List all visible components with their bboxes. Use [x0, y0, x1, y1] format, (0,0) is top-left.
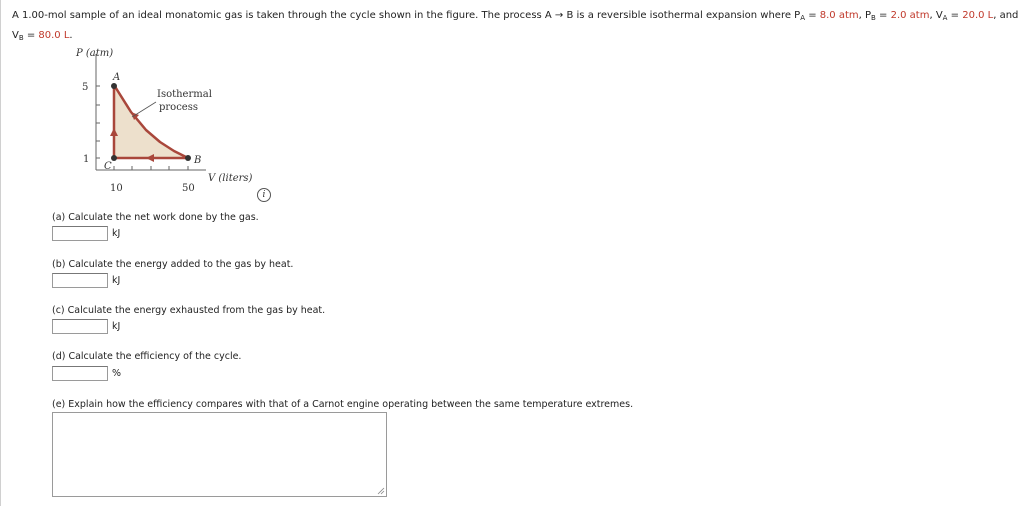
pb-equals: = [875, 10, 891, 21]
problem-statement [12, 7, 1022, 47]
answer-c-input[interactable] [52, 319, 108, 334]
vb-value: 80.0 L [38, 30, 70, 41]
vb-label: V [12, 30, 19, 41]
pb-label: , P [858, 10, 872, 21]
vb-equals: = [23, 30, 39, 41]
question-a-answer [52, 226, 120, 241]
pa-equals: = [805, 10, 820, 21]
answer-c-unit: kJ [112, 321, 121, 332]
x-axis-ticks [114, 166, 188, 170]
resize-handle-icon[interactable] [377, 487, 385, 495]
y-tick-5: 5 [82, 82, 89, 93]
question-d-label: (d) Calculate the efficiency of the cycle. [52, 351, 242, 362]
pb-subscript: B [871, 14, 876, 22]
left-border [0, 0, 1, 506]
question-e-label: (e) Explain how the efficiency compares with that of a Carnot engine operating between the same temperature extremes. [52, 399, 634, 410]
and-text: , and [993, 10, 1019, 21]
point-c-label: C [104, 161, 112, 172]
answer-a-input[interactable] [52, 226, 108, 241]
answer-a-unit: kJ [112, 228, 121, 239]
question-b-answer [52, 273, 120, 288]
va-label: , V [929, 10, 943, 21]
pa-subscript: A [800, 14, 806, 22]
question-c-answer [52, 319, 120, 334]
pa-value: 8.0 atm [819, 10, 859, 21]
question-b-label: (b) Calculate the energy added to the gas by heat. [52, 259, 294, 270]
annotation-line-1: Isothermal [157, 89, 212, 100]
va-value: 20.0 L [962, 10, 994, 21]
point-a-label: A [113, 72, 121, 83]
answer-d-unit: % [112, 368, 122, 379]
x-tick-50: 50 [182, 183, 195, 194]
va-equals: = [947, 10, 963, 21]
period: . [69, 30, 73, 41]
point-a-marker [111, 83, 117, 89]
info-icon[interactable]: i [257, 188, 271, 202]
point-b-label: B [194, 155, 202, 166]
x-tick-10: 10 [110, 183, 123, 194]
answer-d-input[interactable] [52, 366, 108, 381]
point-c-marker [111, 155, 117, 161]
question-a-label: (a) Calculate the net work done by the gas. [52, 212, 259, 223]
question-d-answer [52, 366, 121, 381]
question-c-label: (c) Calculate the energy exhausted from the gas by heat. [52, 305, 326, 316]
intro-text: A 1.00-mol sample of an ideal monatomic gas is taken through the cycle shown in the figure. The process A → B is a reversible isothermal expansion where P [12, 10, 801, 21]
vb-subscript: B [18, 34, 24, 42]
y-axis-ticks [96, 86, 100, 158]
y-axis-label: P (atm) [76, 48, 114, 59]
answer-e-textarea[interactable] [52, 412, 387, 497]
annotation-line-2: process [159, 102, 198, 113]
va-subscript: A [942, 14, 948, 22]
point-b-marker [185, 155, 191, 161]
x-axis-label: V (liters) [208, 173, 253, 184]
y-tick-1: 1 [83, 154, 90, 165]
pb-value: 2.0 atm [890, 10, 930, 21]
pv-diagram [74, 44, 274, 204]
answer-b-input[interactable] [52, 273, 108, 288]
answer-b-unit: kJ [112, 275, 121, 286]
annotation-leader [132, 102, 156, 117]
